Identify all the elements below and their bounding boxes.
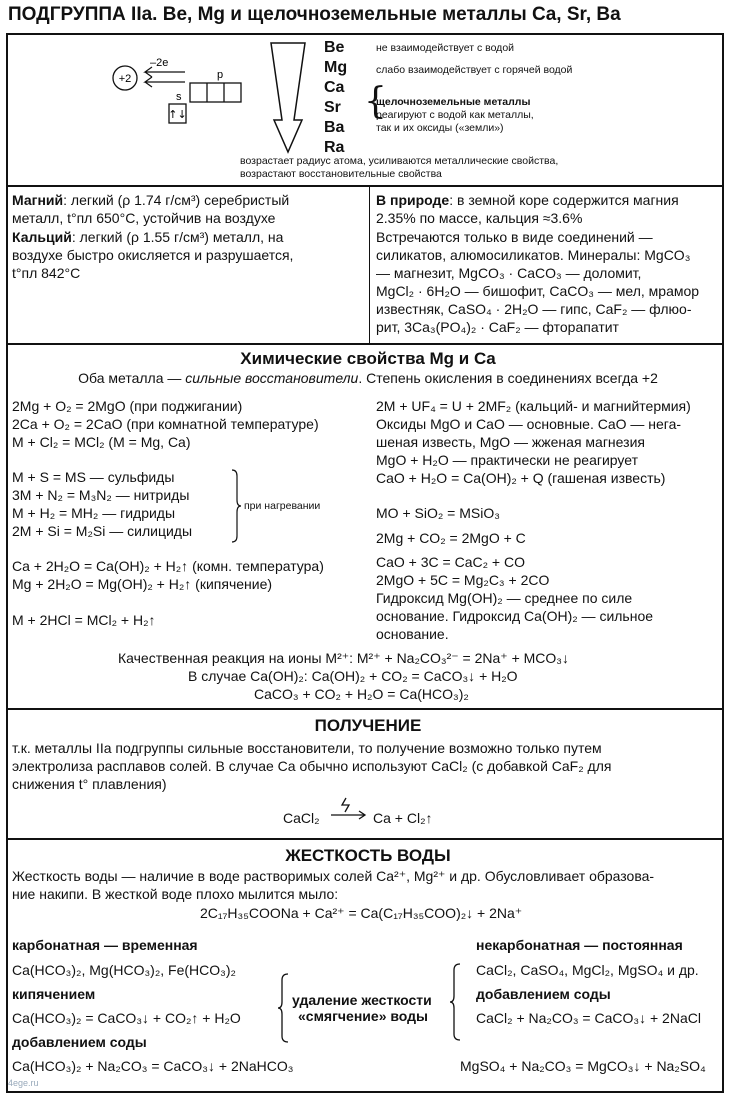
center-brace-right: [448, 962, 462, 1042]
production-line2: электролиза расплавов солей. В случае Ca обычно используют CaCl₂ (с добавкой CaF₂ для: [12, 758, 612, 774]
chem-right-5: CaO + H₂O = Ca(OH)₂ + Q (гашеная известь): [376, 470, 666, 486]
chem-subheading: Оба металла — сильные восстановители. Степень окисления в соединениях всегда +2: [78, 370, 658, 386]
chem-right-7: 2Mg + CO₂ = 2MgO + C: [376, 530, 526, 546]
lightning-icon: [342, 798, 349, 812]
chem-left-5: 3M + N₂ = M₃N₂ — нитриды: [12, 487, 190, 503]
chem-right-3: шеная известь, MgO — жженая магнезия: [376, 434, 645, 450]
boiling-equation: Ca(HCO₃)₂ = CaCO₃↓ + CO₂↑ + H₂O: [12, 1010, 241, 1026]
ca-props-line2: воздухе быстро окисляется и разрушается,: [12, 247, 294, 263]
be-note: не взаимодействует с водой: [376, 42, 515, 54]
element-ra: Ra: [324, 139, 345, 156]
nature-line2: 2.35% по массе, кальция ≈3.6%: [376, 210, 583, 226]
alkaline-brace: {: [364, 81, 387, 122]
chem-left-3: M + Cl₂ = MCl₂ (M = Mg, Ca): [12, 434, 191, 450]
p-cells: [190, 83, 241, 102]
element-sr: Sr: [324, 99, 341, 116]
divider-2: [6, 343, 724, 345]
heating-brace: [230, 468, 242, 544]
noncarbonate-salts: CaCl₂, CaSO₄, MgCl₂, MgSO₄ и др.: [476, 962, 699, 978]
chem-left-10: M + 2HCl = MCl₂ + H₂↑: [12, 612, 156, 628]
chem-left-8: Ca + 2H₂O = Ca(OH)₂ + H₂↑ (комн. температура): [12, 558, 324, 574]
divider-3: [6, 708, 724, 710]
carbonate-title: карбонатная — временная: [12, 937, 198, 953]
mg-note: слабо взаимодействует с горячей водой: [376, 64, 573, 76]
nature-line5: — магнезит, MgCO₃ · CaCO₃ — доломит,: [376, 265, 642, 281]
electrolysis-arrow: [328, 796, 368, 822]
boiling-label: кипячением: [12, 986, 96, 1002]
electron-arrow-bottom: [145, 77, 185, 87]
nature-line4: силикатов, алюмосиликатов. Минералы: MgCO₃: [376, 247, 691, 263]
chem-left-4: M + S = MS — сульфиды: [12, 469, 175, 485]
chem-left-7: 2M + Si = M₂Si — силициды: [12, 523, 193, 539]
chem-left-2: 2Ca + O₂ = 2CaO (при комнатной температуре): [12, 416, 319, 432]
soda-equation-right-1: CaCl₂ + Na₂CO₃ = CaCO₃↓ + 2NaCl: [476, 1010, 701, 1026]
s-cell-electrons: ↑↓: [168, 108, 187, 121]
production-heading: ПОЛУЧЕНИЕ: [314, 716, 422, 735]
production-eq-right: Ca + Cl₂↑: [373, 810, 433, 826]
chem-left-6: M + H₂ = MH₂ — гидриды: [12, 505, 176, 521]
production-eq-left: CaCl₂: [283, 810, 320, 826]
p-label: p: [217, 69, 224, 81]
chem-left-1: 2Mg + O₂ = 2MgO (при поджигании): [12, 398, 243, 414]
qual-line3: CaCO₃ + CO₂ + H₂O = Ca(HCO₃)₂: [254, 686, 469, 702]
watermark: 4ege.ru: [8, 1078, 39, 1088]
chem-right-4: MgO + H₂O — практически не реагирует: [376, 452, 638, 468]
divider-1: [6, 185, 724, 187]
nature-line1: В природе: в земной коре содержится магния: [376, 192, 679, 208]
trend-line2: возрастают восстановительные свойства: [240, 168, 442, 180]
chem-right-8: CaO + 3C = CaC₂ + CO: [376, 554, 525, 570]
qual-line1: Качественная реакция на ионы M²⁺: M²⁺ + Na₂CO₃²⁻ = 2Na⁺ + MCO₃↓: [118, 650, 569, 666]
ca-props-line3: t°пл 842°C: [12, 265, 81, 281]
soda-equation-left: Ca(HCO₃)₂ + Na₂CO₃ = CaCO₃↓ + 2NaHCO₃: [12, 1058, 294, 1074]
element-ca: Ca: [324, 79, 345, 96]
minus-2e-label: –2e: [150, 57, 169, 69]
qual-line2: В случае Ca(OH)₂: Ca(OH)₂ + CO₂ = CaCO₃↓ + H₂O: [188, 668, 518, 684]
ca-props-line1: Кальций: легкий (ρ 1.55 г/см³) металл, на: [12, 229, 284, 245]
props-divider: [369, 186, 370, 343]
production-line3: снижения t° плавления): [12, 776, 167, 792]
mg-props-line2: металл, t°пл 650°C, устойчив на воздухе: [12, 210, 276, 226]
mg-props-line1: Магний: легкий (ρ 1.74 г/см³) серебристый: [12, 192, 290, 208]
hardness-heading: ЖЕСТКОСТЬ ВОДЫ: [285, 846, 451, 865]
nature-line3: Встречаются только в виде соединений —: [376, 229, 653, 245]
chem-heading: Химические свойства Mg и Ca: [240, 349, 496, 368]
center-brace-left: [276, 972, 290, 1044]
page-title: ПОДГРУППА IIa. Be, Mg и щелочноземельные металлы Ca, Sr, Ba: [8, 4, 621, 25]
center-label-2: «смягчение» воды: [298, 1008, 428, 1024]
chem-right-9: 2MgO + 5C = Mg₂C₃ + 2CO: [376, 572, 550, 588]
heating-note: при нагревании: [244, 500, 321, 512]
chem-right-1: 2M + UF₄ = U + 2MF₂ (кальций- и магнийтермия): [376, 398, 691, 414]
soda-equation-right-2: MgSO₄ + Na₂CO₃ = MgCO₃↓ + Na₂SO₄: [460, 1058, 706, 1074]
hardness-line2: ние накипи. В жесткой воде плохо мылится мыло:: [12, 886, 339, 902]
alkaline-line1: реагируют с водой как металлы,: [376, 109, 534, 121]
soda-label-right: добавлением соды: [476, 986, 611, 1002]
chem-right-10: Гидроксид Mg(OH)₂ — среднее по силе: [376, 590, 633, 606]
charge-label: +2: [118, 73, 132, 85]
trend-arrow: [268, 40, 308, 155]
soap-equation: 2C₁₇H₃₅COONa + Ca²⁺ = Ca(C₁₇H₃₅COO)₂↓ + 2Na⁺: [200, 905, 523, 921]
nature-line6: MgCl₂ · 6H₂O — бишофит, CaCO₃ — мел, мрамор: [376, 283, 700, 299]
element-ba: Ba: [324, 119, 345, 136]
s-label: s: [176, 91, 182, 103]
soda-label-left: добавлением соды: [12, 1034, 147, 1050]
chem-right-11: основание. Гидроксид Ca(OH)₂ — сильное: [376, 608, 654, 624]
element-mg: Mg: [324, 59, 348, 76]
carbonate-salts: Ca(HCO₃)₂, Mg(HCO₃)₂, Fe(HCO₃)₂: [12, 962, 236, 978]
nature-line8: рит, 3Ca₃(PO₄)₂ · CaF₂ — фторапатит: [376, 319, 619, 335]
alkaline-title: щелочноземельные металлы: [376, 96, 531, 108]
alkaline-line2: так и их оксиды («земли»): [376, 122, 504, 134]
center-label-1: удаление жесткости: [292, 992, 432, 1008]
divider-4: [6, 838, 724, 840]
production-line1: т.к. металлы IIa подгруппы сильные восстановители, то получение возможно только путем: [12, 740, 602, 756]
noncarbonate-title: некарбонатная — постоянная: [476, 937, 683, 953]
chem-right-6: MO + SiO₂ = MSiO₃: [376, 505, 500, 521]
chem-right-12: основание.: [376, 626, 449, 642]
chem-left-9: Mg + 2H₂O = Mg(OH)₂ + H₂↑ (кипячение): [12, 576, 273, 592]
nature-line7: известняк, CaSO₄ · 2H₂O — гипс, CaF₂ — флюо-: [376, 301, 692, 317]
hardness-line1: Жесткость воды — наличие в воде растворимых солей Ca²⁺, Mg²⁺ и др. Обусловливает образова-: [12, 868, 655, 884]
trend-line1: возрастает радиус атома, усиливаются металлические свойства,: [240, 155, 559, 167]
chem-right-2: Оксиды MgO и CaO — основные. CaO — нега-: [376, 416, 682, 432]
element-be: Be: [324, 39, 345, 56]
